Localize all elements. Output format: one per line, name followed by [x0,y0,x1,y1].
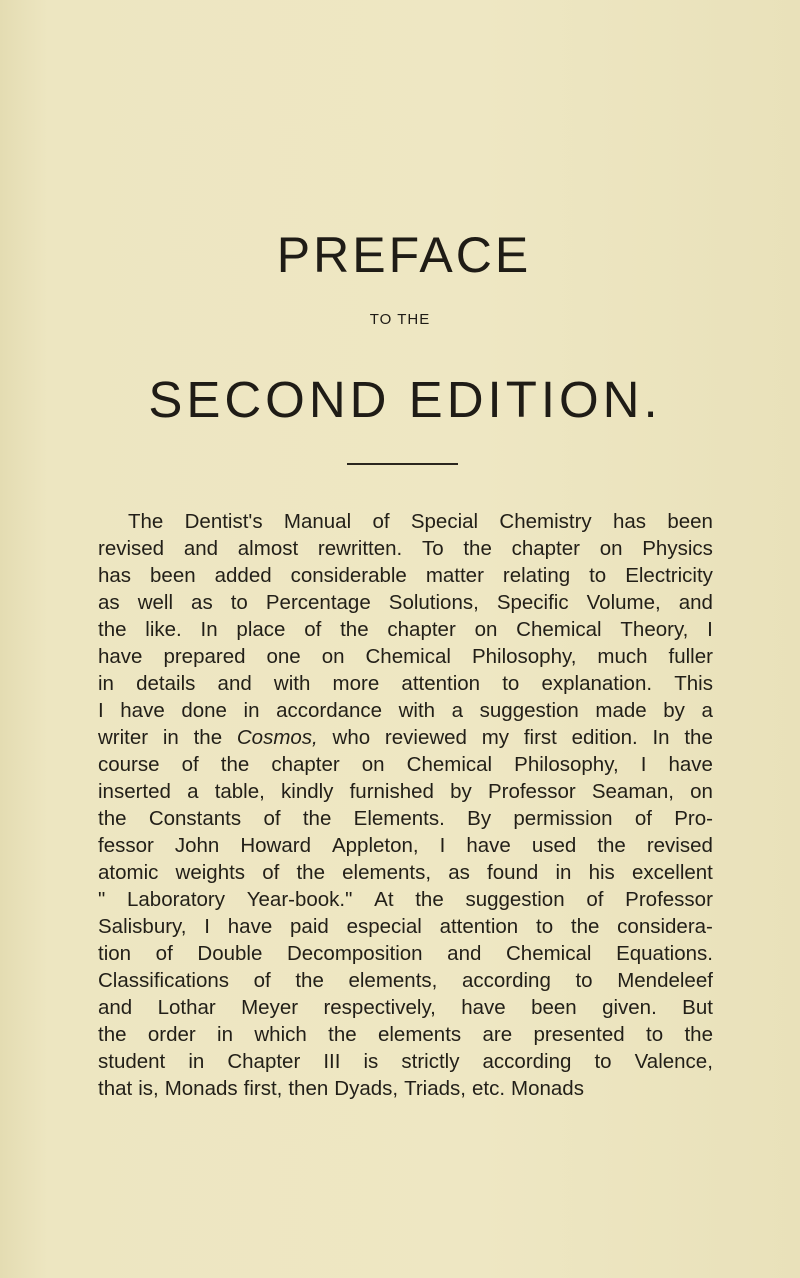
word: have [466,834,511,857]
word: the [684,1023,713,1046]
word: of [253,969,271,992]
word: I [98,699,104,722]
text-line [98,751,713,778]
word: Seaman, [591,780,674,803]
word: who [332,726,371,749]
word: revised [98,537,165,560]
word: accordance [276,699,383,722]
word: At [374,888,394,911]
word: Meyer [241,996,299,1019]
text-line [98,1048,713,1075]
word: atomic [98,861,159,884]
text-line [98,994,713,1021]
word: Volume, [586,591,661,614]
word: explanation. [541,672,653,695]
word: Appleton, [331,834,419,857]
word: on [361,753,385,776]
word: have [227,915,273,938]
text-line [98,508,713,535]
word: one [266,645,301,668]
word: added [214,564,272,587]
word: have [461,996,506,1019]
word: table, [214,780,265,803]
word: Chemical [516,618,602,641]
word: Classifications [98,969,230,992]
text-line [98,643,713,670]
text-line [98,859,713,886]
word: the [463,537,492,560]
word: inserted [98,780,171,803]
text-line [98,697,713,724]
word: the [684,726,713,749]
word: the [597,834,626,857]
word: Decomposition [286,942,423,965]
word: elements, [348,969,438,992]
word: " [98,888,106,911]
word: with [273,672,311,695]
word: attention [439,915,519,938]
word: the [340,618,369,641]
word: I [640,753,647,776]
word: to [646,1023,664,1046]
word: To [421,537,444,560]
text-line [98,832,713,859]
word: been [667,510,713,533]
word: in [217,1023,234,1046]
word: made [595,699,647,722]
word: details [136,672,196,695]
word: in [162,726,179,749]
text-line [98,886,713,913]
word: the [296,861,325,884]
word: furnished [349,780,434,803]
preface-title: PREFACE [276,227,532,283]
word: of [372,510,390,533]
word: of [304,618,322,641]
word: with [398,699,436,722]
word: as [191,591,213,614]
word: The [128,510,164,533]
divider-rule [347,463,458,465]
word: is [363,1050,379,1073]
word: kindly [281,780,334,803]
word: relating [502,564,571,587]
word: attention [401,672,481,695]
word: Theory, [620,618,689,641]
word: the [98,1023,127,1046]
word: considera- [617,915,713,938]
word: the [328,1023,357,1046]
word: been [150,564,196,587]
word: much [597,645,648,668]
word: is, [138,1077,159,1100]
word: on [474,618,498,641]
word: revised [646,834,713,857]
word: has [98,564,132,587]
word: to [230,591,248,614]
word: the [295,969,324,992]
word: John [174,834,220,857]
text-line [98,535,713,562]
word: Equations. [616,942,713,965]
word: presented [533,1023,625,1046]
word: and [217,672,252,695]
preface-body [98,508,713,1102]
word: Valence, [634,1050,713,1073]
word: Elements. [353,807,445,830]
word: suggestion [465,888,565,911]
word: I [439,834,446,857]
word: of [155,942,173,965]
word: to [594,1050,612,1073]
word: used [531,834,577,857]
word: to [589,564,607,587]
word: given. [602,996,657,1019]
word: III [323,1050,341,1073]
word: of [262,861,280,884]
word: Electricity [625,564,713,587]
text-line [98,562,713,589]
word: matter [425,564,484,587]
word: But [682,996,713,1019]
word: chapter [511,537,580,560]
word: paid [290,915,329,938]
word: have [120,699,165,722]
word: student [98,1050,166,1073]
word: and [678,591,713,614]
word: Professor [625,888,713,911]
text-line [98,1021,713,1048]
word: chapter [271,753,340,776]
word: I [204,915,210,938]
text-line [98,967,713,994]
word: the [98,807,127,830]
word: fuller [668,645,713,668]
word: considerable [290,564,407,587]
text-line [98,616,713,643]
word: his [588,861,615,884]
word: Chemical [365,645,451,668]
word: Monads [164,1077,238,1100]
word: In [200,618,218,641]
word: a [451,699,464,722]
word: in [98,672,114,695]
word: Mendeleef [617,969,713,992]
word: Philosophy, [471,645,577,668]
word: Philosophy, [514,753,619,776]
word: have [668,753,713,776]
word: Dentist's [184,510,263,533]
word: Pro- [674,807,713,830]
word: By [467,807,492,830]
cosmos-title-word: Cosmos, [236,726,318,749]
word: strictly [401,1050,460,1073]
word: tion [98,942,132,965]
word: on [321,645,345,668]
word: the [302,807,332,830]
word: Constants [148,807,242,830]
word: been [531,996,577,1019]
word: on [690,780,713,803]
word: of [181,753,199,776]
word: Laboratory [127,888,226,911]
word: especial [346,915,422,938]
word: Howard [240,834,311,857]
word: as [448,861,470,884]
word: the [220,753,250,776]
word: I [707,618,713,641]
word: that [98,1077,133,1100]
word: more [332,672,380,695]
word: to [502,672,520,695]
word: a [187,780,199,803]
word: my [481,726,510,749]
word: edition. [571,726,638,749]
word: almost [237,537,299,560]
word: This [674,672,713,695]
word: writer [98,726,149,749]
word: has [612,510,647,533]
word: Monads [511,1077,584,1100]
word: a [701,699,713,722]
word: respectively, [323,996,436,1019]
word: excellent [631,861,713,884]
word: suggestion [479,699,579,722]
word: of [263,807,281,830]
word: In [652,726,670,749]
word: elements [377,1023,462,1046]
word: of [586,888,604,911]
word: Professor [487,780,576,803]
text-line [98,778,713,805]
to-the-subtitle: TO THE [369,311,431,328]
word: Manual [283,510,352,533]
text-line [98,805,713,832]
text-line [98,913,713,940]
text-line [98,670,713,697]
word: Percentage [265,591,371,614]
word: are [482,1023,513,1046]
word: Lothar [157,996,216,1019]
text-line-cosmos [98,724,713,751]
word: reviewed [384,726,467,749]
word: Special [410,510,479,533]
word: Chemical [506,942,592,965]
word: Specific [496,591,569,614]
word: well [137,591,174,614]
word: Double [197,942,263,965]
word: Physics [642,537,713,560]
word: first [523,726,557,749]
word: like. [145,618,182,641]
word: Year-book." [246,888,353,911]
text-line [98,940,713,967]
word: elements, [342,861,432,884]
word: the [570,915,600,938]
word: the [193,726,223,749]
word: in [188,1050,205,1073]
text-line [98,589,713,616]
word: weights [175,861,246,884]
text-line [98,1075,713,1102]
word: the [415,888,444,911]
word: and [183,537,219,560]
word: Chemistry [499,510,592,533]
word: fessor [98,834,154,857]
word: Triads, [404,1077,466,1100]
word: as [98,591,120,614]
word: and [98,996,133,1019]
word: etc. [471,1077,506,1100]
word: then [288,1077,329,1100]
word: prepared [163,645,246,668]
word: chapter [387,618,456,641]
word: by [450,780,472,803]
word: by [663,699,685,722]
word: Chemical [406,753,493,776]
word: Chapter [227,1050,301,1073]
word: and [447,942,482,965]
word: on [599,537,623,560]
word: place [236,618,286,641]
word: which [254,1023,307,1046]
word: to [575,969,593,992]
word: Solutions, [388,591,479,614]
word: in [243,699,260,722]
word: of [634,807,652,830]
word: done [181,699,227,722]
word: have [98,645,143,668]
word: course [98,753,160,776]
edition-title: SECOND EDITION. [148,371,662,428]
word: first, [243,1077,283,1100]
word: Salisbury, [98,915,187,938]
word: permission [513,807,613,830]
word: the [98,618,127,641]
word: order [147,1023,196,1046]
word: to [536,915,554,938]
word: in [555,861,572,884]
word: found [487,861,539,884]
word: rewritten. [317,537,403,560]
word: Dyads, [334,1077,399,1100]
word: according [461,969,551,992]
word: according [482,1050,572,1073]
